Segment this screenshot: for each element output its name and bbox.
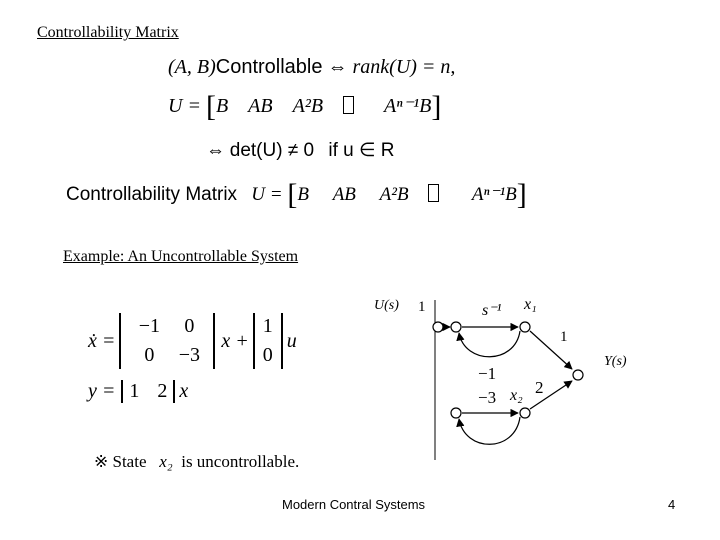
- output-equation: [88, 380, 188, 403]
- a-matrix-cell: −1: [138, 315, 161, 337]
- node-integrator2-in: [451, 408, 461, 418]
- c-matrix-cell: 2: [157, 380, 168, 402]
- controllability-matrix-definition: [168, 90, 441, 124]
- matrix-term: Aⁿ⁻¹B: [384, 95, 432, 117]
- label-integrator: s⁻¹: [482, 302, 502, 319]
- label-loop-x1: −1: [478, 364, 497, 383]
- label-x1-output-gain: 1: [560, 329, 568, 345]
- iff-symbol: ⇔: [327, 56, 348, 78]
- matrix-label: Controllability Matrix: [66, 184, 238, 205]
- determinant-condition: [206, 139, 395, 162]
- loop-x2: [459, 417, 520, 444]
- controllable-word: Controllable: [215, 56, 323, 78]
- c-matrix-cell: 1: [129, 380, 140, 402]
- uncontrollable-note: [94, 452, 299, 472]
- note-prefix: State: [112, 452, 147, 471]
- label-output: Y(s): [604, 354, 627, 369]
- ellipsis-glyph: [428, 184, 439, 202]
- note-suffix: is uncontrollable.: [181, 452, 300, 471]
- loop-x1: [459, 331, 520, 357]
- det-expression: det(U) ≠ 0: [229, 140, 315, 161]
- input-condition: if u ∈ R: [328, 140, 395, 161]
- node-input: [433, 322, 443, 332]
- node-output: [573, 370, 583, 380]
- system-pair: (A, B): [168, 56, 216, 78]
- a-matrix-cell: −3: [178, 344, 201, 366]
- output-lhs: y =: [88, 380, 116, 402]
- label-input: U(s): [374, 298, 399, 313]
- state-equation: [88, 313, 297, 369]
- state-lhs: ẋ =: [88, 329, 116, 352]
- matrix-term: A²B: [379, 184, 409, 205]
- matrix-term: B: [297, 184, 309, 205]
- signal-flow-graph: [360, 285, 660, 465]
- iff-symbol: ⇔: [206, 140, 225, 161]
- state-vector-term: x +: [221, 329, 249, 352]
- label-x1: x₁: [524, 296, 537, 313]
- node-x2: [520, 408, 530, 418]
- node-integrator-in: [451, 322, 461, 332]
- controllability-matrix-line: [66, 178, 527, 212]
- matrix-term: Aⁿ⁻¹B: [471, 184, 517, 205]
- right-bracket: ]: [516, 178, 527, 211]
- page-number: 4: [668, 497, 676, 512]
- label-input-gain: 1: [418, 299, 426, 315]
- matrix-term: B: [215, 95, 229, 117]
- label-x2-output-gain: 2: [535, 378, 544, 397]
- left-bracket: [: [287, 178, 298, 211]
- example-title: Example: An Uncontrollable System: [63, 248, 299, 265]
- left-bracket: [: [205, 90, 216, 123]
- a-matrix: [119, 313, 215, 369]
- b-matrix-cell: 1: [262, 315, 273, 337]
- reference-mark: ※: [94, 452, 109, 471]
- slide-title: Controllability Matrix: [37, 24, 179, 41]
- label-loop-x2: −3: [478, 388, 497, 407]
- matrix-term: AB: [248, 95, 273, 117]
- right-bracket: ]: [431, 90, 442, 123]
- footer-course: Modern Contral Systems: [282, 497, 426, 512]
- matrix-term: A²B: [292, 95, 324, 117]
- rank-condition: rank(U) = n,: [352, 56, 456, 78]
- label-x2: x₂: [510, 387, 523, 404]
- b-matrix-cell: 0: [262, 344, 273, 366]
- a-matrix-cell: 0: [184, 315, 195, 337]
- state-variable: x₂: [159, 452, 173, 471]
- matrix-lhs: U =: [168, 95, 201, 117]
- matrix-term: AB: [332, 184, 356, 205]
- c-matrix: [121, 380, 175, 403]
- b-matrix: [253, 313, 283, 369]
- node-x1: [520, 322, 530, 332]
- controllability-definition: [168, 56, 455, 79]
- matrix-lhs: U =: [251, 184, 283, 205]
- ellipsis-glyph: [343, 96, 354, 114]
- a-matrix-cell: 0: [144, 344, 155, 366]
- input-symbol: u: [286, 329, 297, 352]
- state-vector: x: [179, 380, 189, 402]
